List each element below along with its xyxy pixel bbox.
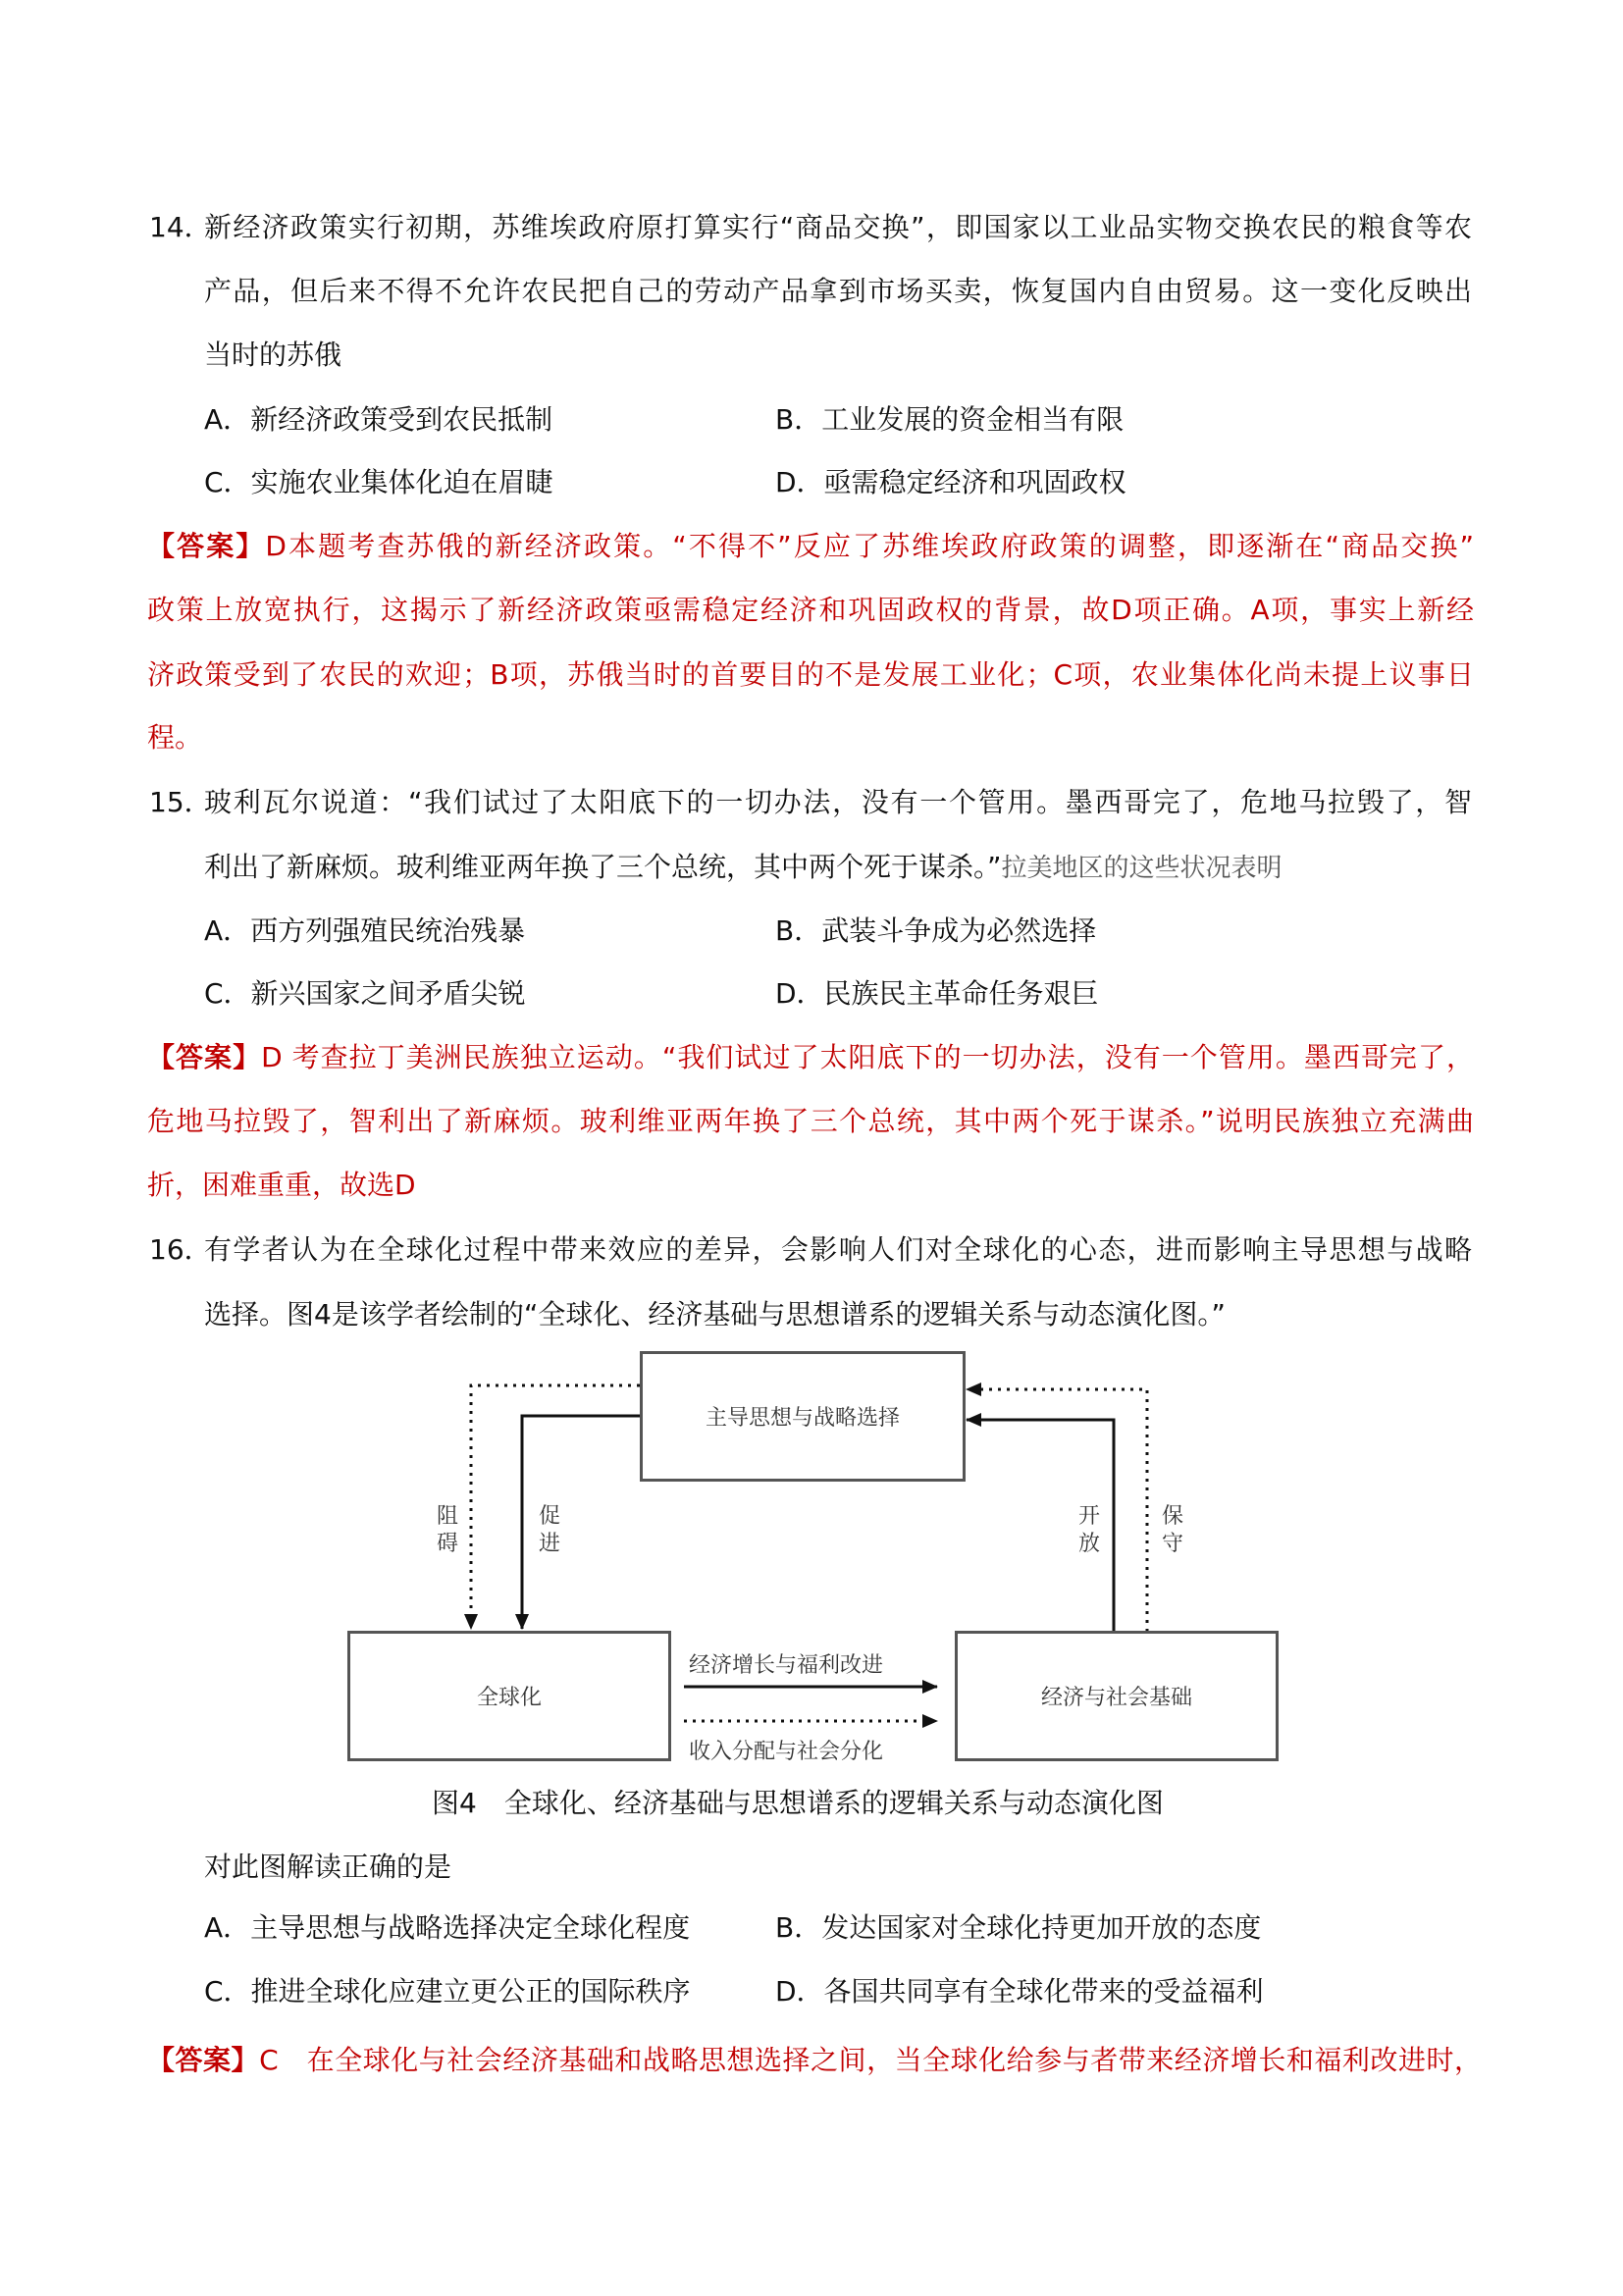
- answer-line: 程。: [147, 721, 203, 754]
- option-b: B．武装斗争成为必然选择: [775, 914, 1097, 947]
- option-d: D．各国共同享有全球化带来的受益福利: [775, 1975, 1264, 2008]
- diagram-label-promote: 促 进: [538, 1504, 560, 1556]
- diagram-box-economic-basis: 经济与社会基础: [955, 1631, 1279, 1761]
- answer-text: D本题考查苏俄的新经济政策。“不得不”反应了苏维埃政府政策的调整，即逐渐在“商品交换”: [265, 530, 1474, 562]
- question-stem-line: 产品，但后来不得不允许农民把自己的劳动产品拿到市场买卖，恢复国内自由贸易。这一变化反映出: [204, 275, 1472, 307]
- question-stem-quote: 利出了新麻烦。玻利维亚两年换了三个总统，其中两个死于谋杀。”: [204, 851, 1002, 883]
- option-a: A．主导思想与战略选择决定全球化程度: [204, 1911, 691, 1944]
- question-stem-line: [204, 848, 1283, 888]
- answer-text: D 考查拉丁美洲民族独立运动。“我们试过了太阳底下的一切办法，没有一个管用。墨西哥完了，: [261, 1041, 1474, 1073]
- question-stem-tail: 拉美地区的这些状况表明: [1001, 854, 1283, 883]
- diagram-box-globalization: 全球化: [347, 1631, 671, 1761]
- arrow-conservative: [967, 1389, 1147, 1632]
- question-number: 15．: [149, 786, 212, 818]
- option-a: A．新经济政策受到农民抵制: [204, 403, 553, 436]
- answer-line: 政策上放宽执行，这揭示了新经济政策亟需稳定经济和巩固政权的背景，故D项正确。A项，事实上新经: [147, 594, 1474, 626]
- question-stem-line: 有学者认为在全球化过程中带来效应的差异，会影响人们对全球化的心态，进而影响主导思想与战略: [204, 1233, 1472, 1266]
- diagram-label-conservative: 保 守: [1161, 1504, 1183, 1556]
- option-c: C．推进全球化应建立更公正的国际秩序: [204, 1975, 691, 2008]
- question-number: 14．: [149, 211, 212, 243]
- answer-tag: 【答案】: [147, 530, 266, 562]
- question-prompt: 对此图解读正确的是: [204, 1851, 452, 1883]
- question-stem-line: 新经济政策实行初期，苏维埃政府原打算实行“商品交换”，即国家以工业品实物交换农民的粮食等农: [204, 211, 1472, 243]
- question-stem-line: 选择。图4是该学者绘制的“全球化、经济基础与思想谱系的逻辑关系与动态演化图。”: [204, 1298, 1226, 1331]
- diagram-label-hinder: 阻 碍: [436, 1504, 458, 1556]
- answer-line: [147, 2041, 1482, 2080]
- answer-line: [147, 527, 1474, 566]
- figure-caption: 图4 全球化、经济基础与思想谱系的逻辑关系与动态演化图: [432, 1787, 1164, 1819]
- diagram-label-open: 开 放: [1077, 1504, 1100, 1556]
- answer-line: 济政策受到了农民的欢迎；B项，苏俄当时的首要目的不是发展工业化；C项，农业集体化尚未提上议事日: [147, 658, 1474, 691]
- diagram-label-growth: 经济增长与福利改进: [689, 1653, 884, 1678]
- option-c: C．新兴国家之间矛盾尖锐: [204, 977, 526, 1010]
- answer-line: 危地马拉毁了，智利出了新麻烦。玻利维亚两年换了三个总统，其中两个死于谋杀。”说明民族独立充满曲: [147, 1105, 1474, 1137]
- question-number: 16．: [149, 1233, 212, 1266]
- option-b: B．工业发展的资金相当有限: [775, 403, 1125, 436]
- answer-tag: 【答案】: [147, 2044, 260, 2076]
- option-d: D．民族民主革命任务艰巨: [775, 977, 1099, 1010]
- question-stem-line: 玻利瓦尔说道：“我们试过了太阳底下的一切办法，没有一个管用。墨西哥完了，危地马拉毁了，智: [204, 786, 1472, 818]
- answer-line: [147, 1038, 1474, 1077]
- option-b: B．发达国家对全球化持更加开放的态度: [775, 1911, 1262, 1944]
- option-c: C．实施农业集体化迫在眉睫: [204, 466, 553, 498]
- question-stem-line: 当时的苏俄: [204, 339, 342, 371]
- diagram-label-distribution: 收入分配与社会分化: [689, 1740, 884, 1764]
- answer-line: 折，困难重重，故选D: [147, 1169, 416, 1201]
- option-d: D．亟需稳定经济和巩固政权: [775, 466, 1126, 498]
- answer-tag: 【答案】: [147, 1041, 262, 1073]
- diagram-box-strategy: 主导思想与战略选择: [640, 1351, 966, 1482]
- answer-text: C 在全球化与社会经济基础和战略思想选择之间，当全球化给参与者带来经济增长和福利改进时，: [259, 2044, 1482, 2076]
- option-a: A．西方列强殖民统治残暴: [204, 914, 526, 947]
